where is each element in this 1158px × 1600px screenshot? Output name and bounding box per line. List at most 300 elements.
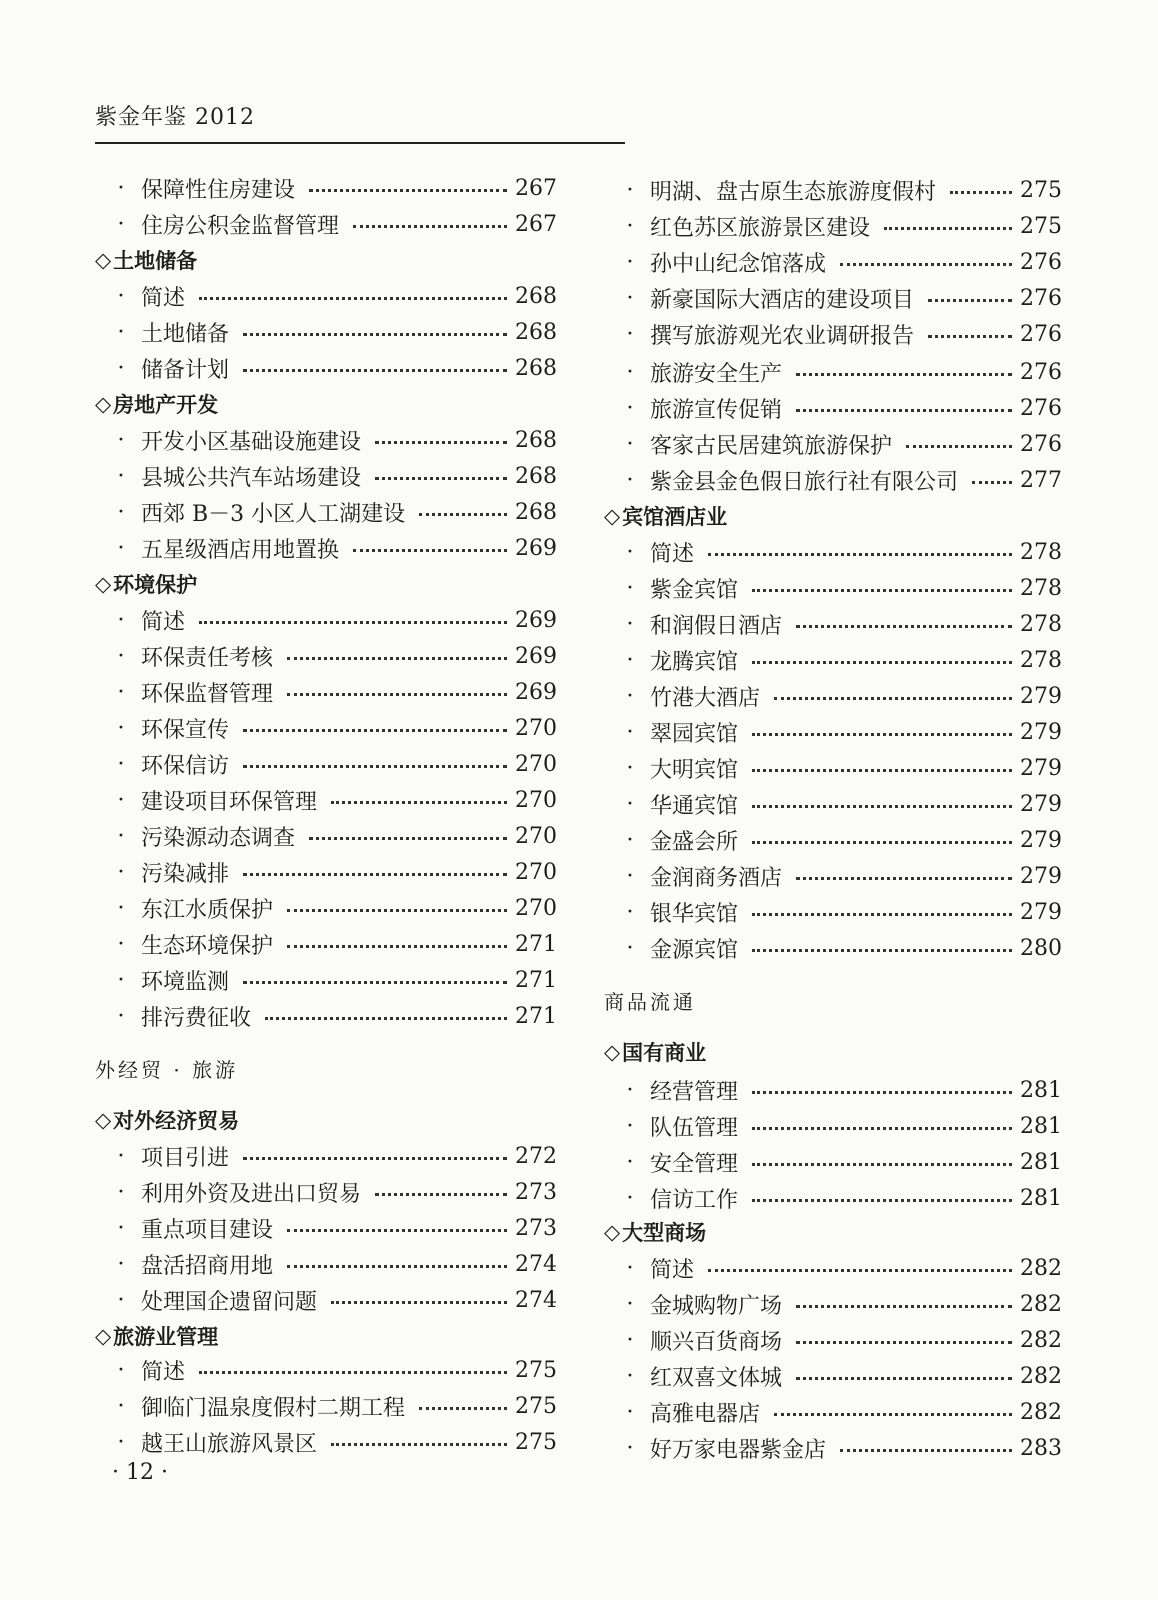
bullet-icon: ·	[626, 647, 634, 673]
dot-leader	[243, 981, 507, 984]
bullet-icon: ·	[117, 1357, 125, 1383]
entry-page-number: 279	[1020, 683, 1062, 709]
bullet-icon: ·	[626, 285, 634, 311]
bullet-icon: ·	[626, 431, 634, 457]
entry-title: 越王山旅游风景区	[141, 1431, 318, 1457]
entry-title: 撰写旅游观光农业调研报告	[650, 323, 915, 349]
bullet-icon: ·	[626, 1435, 634, 1461]
toc-entry	[604, 280, 1062, 316]
entry-page-number: 271	[515, 1003, 557, 1029]
entry-page-number: 276	[1020, 249, 1062, 275]
toc-entry	[604, 1430, 1062, 1466]
entry-title: 翠园宾馆	[650, 721, 739, 747]
entry-page-number: 276	[1020, 359, 1062, 385]
bullet-icon: ·	[626, 1185, 634, 1211]
entry-title: 紫金县金色假日旅行社有限公司	[650, 469, 959, 495]
bullet-icon: ·	[626, 791, 634, 817]
toc-section-heading	[95, 386, 557, 422]
entry-page-number: 282	[1020, 1291, 1062, 1317]
toc-entry	[95, 962, 557, 998]
toc-entry	[604, 1180, 1062, 1216]
toc-entry	[604, 1250, 1062, 1286]
dot-leader	[796, 877, 1012, 880]
dot-leader	[840, 1449, 1012, 1452]
dot-leader	[199, 1371, 507, 1374]
toc-entry	[604, 316, 1062, 352]
entry-page-number: 279	[1020, 719, 1062, 745]
entry-title: 紫金宾馆	[650, 577, 739, 603]
section-title: 环境保护	[113, 573, 198, 597]
toc-entry	[604, 930, 1062, 966]
dot-leader	[243, 333, 507, 336]
entry-title: 金盛会所	[650, 829, 739, 855]
bullet-icon: ·	[626, 249, 634, 275]
toc-entry	[95, 746, 557, 782]
bullet-icon: ·	[117, 1287, 125, 1313]
bullet-icon: ·	[626, 213, 634, 239]
toc-entry	[95, 1174, 557, 1210]
dot-leader	[287, 1229, 507, 1232]
entry-page-number: 281	[1020, 1113, 1062, 1139]
toc-category-heading: 外经贸 · 旅游	[95, 1057, 239, 1082]
diamond-icon: ◇	[95, 1108, 112, 1132]
bullet-icon: ·	[626, 1255, 634, 1281]
section-title: 土地储备	[113, 249, 198, 273]
toc-entry	[604, 244, 1062, 280]
toc-entry	[604, 462, 1062, 498]
entry-title: 龙腾宾馆	[650, 649, 739, 675]
dot-leader	[950, 191, 1012, 194]
bullet-icon: ·	[117, 643, 125, 669]
entry-page-number: 269	[515, 607, 557, 633]
dot-leader	[331, 1443, 507, 1446]
toc-section-heading	[604, 1214, 1062, 1250]
entry-title: 环保监督管理	[141, 681, 274, 707]
entry-page-number: 276	[1020, 321, 1062, 347]
toc-entry	[95, 1138, 557, 1174]
bullet-icon: ·	[117, 535, 125, 561]
toc-entry	[95, 854, 557, 890]
bullet-icon: ·	[117, 1003, 125, 1029]
bullet-icon: ·	[626, 1149, 634, 1175]
bullet-icon: ·	[117, 427, 125, 453]
entry-page-number: 279	[1020, 899, 1062, 925]
entry-page-number: 268	[515, 319, 557, 345]
entry-page-number: 270	[515, 895, 557, 921]
toc-entry	[95, 1388, 557, 1424]
bullet-icon: ·	[117, 319, 125, 345]
bullet-icon: ·	[626, 1399, 634, 1425]
entry-page-number: 278	[1020, 539, 1062, 565]
toc-entry	[95, 422, 557, 458]
bullet-icon: ·	[117, 787, 125, 813]
entry-page-number: 268	[515, 283, 557, 309]
bullet-icon: ·	[117, 211, 125, 237]
toc-entry	[604, 1072, 1062, 1108]
entry-page-number: 271	[515, 967, 557, 993]
dot-leader	[199, 297, 507, 300]
dot-leader	[331, 801, 507, 804]
dot-leader	[752, 1127, 1012, 1130]
toc-entry	[604, 354, 1062, 390]
entry-title: 西郊 B－3 小区人工湖建设	[141, 501, 406, 527]
toc-section-heading	[95, 242, 557, 278]
toc-entry	[95, 998, 557, 1034]
entry-title: 明湖、盘古原生态旅游度假村	[650, 179, 937, 205]
dot-leader	[265, 1017, 507, 1020]
entry-page-number: 270	[515, 859, 557, 885]
toc-entry	[604, 786, 1062, 822]
bullet-icon: ·	[117, 283, 125, 309]
entry-title: 金润商务酒店	[650, 865, 783, 891]
toc-entry	[604, 858, 1062, 894]
entry-title: 顺兴百货商场	[650, 1329, 783, 1355]
entry-title: 金城购物广场	[650, 1293, 783, 1319]
entry-title: 好万家电器紫金店	[650, 1437, 827, 1463]
dot-leader	[752, 589, 1012, 592]
toc-entry	[95, 602, 557, 638]
toc-entry	[95, 926, 557, 962]
entry-title: 保障性住房建设	[141, 177, 296, 203]
diamond-icon: ◇	[95, 392, 112, 416]
entry-title: 处理国企遗留问题	[141, 1289, 318, 1315]
dot-leader	[796, 1341, 1012, 1344]
bullet-icon: ·	[626, 1113, 634, 1139]
dot-leader	[796, 409, 1012, 412]
entry-page-number: 279	[1020, 791, 1062, 817]
entry-title: 东江水质保护	[141, 897, 274, 923]
toc-entry	[95, 1246, 557, 1282]
entry-page-number: 278	[1020, 611, 1062, 637]
entry-page-number: 268	[515, 427, 557, 453]
toc-entry	[604, 426, 1062, 462]
dot-leader	[309, 837, 507, 840]
entry-title: 银华宾馆	[650, 901, 739, 927]
toc-entry	[95, 530, 557, 566]
entry-title: 经营管理	[650, 1079, 739, 1105]
toc-entry	[95, 674, 557, 710]
dot-leader	[752, 1163, 1012, 1166]
toc-entry	[95, 170, 557, 206]
diamond-icon: ◇	[604, 1220, 621, 1244]
toc-entry	[95, 890, 557, 926]
dot-leader	[972, 481, 1012, 484]
dot-leader	[840, 263, 1012, 266]
dot-leader	[928, 299, 1012, 302]
bullet-icon: ·	[117, 1179, 125, 1205]
dot-leader	[287, 945, 507, 948]
dot-leader	[796, 1305, 1012, 1308]
bullet-icon: ·	[626, 863, 634, 889]
diamond-icon: ◇	[95, 1324, 112, 1348]
toc-entry	[604, 390, 1062, 426]
entry-title: 污染减排	[141, 861, 230, 887]
bullet-icon: ·	[117, 679, 125, 705]
toc-entry	[95, 314, 557, 350]
toc-entry	[95, 638, 557, 674]
entry-page-number: 278	[1020, 575, 1062, 601]
entry-title: 简述	[650, 541, 695, 567]
dot-leader	[419, 513, 507, 516]
dot-leader	[752, 805, 1012, 808]
toc-entry	[95, 710, 557, 746]
bullet-icon: ·	[626, 575, 634, 601]
entry-title: 金源宾馆	[650, 937, 739, 963]
dot-leader	[353, 225, 507, 228]
entry-title: 盘活招商用地	[141, 1253, 274, 1279]
entry-page-number: 277	[1020, 467, 1062, 493]
toc-entry	[604, 1286, 1062, 1322]
toc-entry	[604, 714, 1062, 750]
entry-title: 华通宾馆	[650, 793, 739, 819]
entry-page-number: 279	[1020, 827, 1062, 853]
bullet-icon: ·	[626, 1077, 634, 1103]
dot-leader	[752, 1199, 1012, 1202]
toc-section-heading	[604, 498, 1062, 534]
entry-page-number: 273	[515, 1179, 557, 1205]
dot-leader	[331, 1301, 507, 1304]
dot-leader	[287, 909, 507, 912]
toc-entry	[95, 206, 557, 242]
entry-title: 简述	[141, 609, 186, 635]
dot-leader	[796, 1377, 1012, 1380]
entry-page-number: 279	[1020, 863, 1062, 889]
dot-leader	[752, 1091, 1012, 1094]
entry-page-number: 274	[515, 1287, 557, 1313]
dot-leader	[243, 765, 507, 768]
bullet-icon: ·	[117, 607, 125, 633]
entry-title: 简述	[141, 285, 186, 311]
dot-leader	[928, 335, 1012, 338]
entry-title: 客家古民居建筑旅游保护	[650, 433, 893, 459]
entry-page-number: 269	[515, 535, 557, 561]
entry-title: 简述	[650, 1257, 695, 1283]
bullet-icon: ·	[626, 359, 634, 385]
toc-entry	[95, 494, 557, 530]
entry-title: 红双喜文体城	[650, 1365, 783, 1391]
bullet-icon: ·	[117, 355, 125, 381]
entry-title: 开发小区基础设施建设	[141, 429, 362, 455]
entry-page-number: 270	[515, 823, 557, 849]
bullet-icon: ·	[117, 175, 125, 201]
entry-title: 环境监测	[141, 969, 230, 995]
dot-leader	[752, 841, 1012, 844]
dot-leader	[287, 1265, 507, 1268]
entry-page-number: 275	[1020, 213, 1062, 239]
diamond-icon: ◇	[95, 572, 112, 596]
bullet-icon: ·	[626, 1291, 634, 1317]
toc-category-heading: 商品流通	[604, 989, 696, 1014]
toc-entry	[95, 1210, 557, 1246]
toc-entry	[95, 1424, 557, 1460]
entry-title: 简述	[141, 1359, 186, 1385]
bullet-icon: ·	[117, 931, 125, 957]
bullet-icon: ·	[117, 1251, 125, 1277]
bullet-icon: ·	[117, 859, 125, 885]
entry-title: 旅游宣传促销	[650, 397, 783, 423]
toc-entry	[95, 782, 557, 818]
toc-entry	[604, 1322, 1062, 1358]
entry-page-number: 270	[515, 787, 557, 813]
entry-page-number: 278	[1020, 647, 1062, 673]
entry-title: 信访工作	[650, 1187, 739, 1213]
dot-leader	[243, 1157, 507, 1160]
dot-leader	[287, 693, 507, 696]
dot-leader	[309, 189, 507, 192]
toc-section-heading	[604, 1034, 1062, 1070]
toc-entry	[604, 1108, 1062, 1144]
entry-page-number: 271	[515, 931, 557, 957]
dot-leader	[375, 441, 507, 444]
dot-leader	[752, 769, 1012, 772]
entry-title: 高雅电器店	[650, 1401, 761, 1427]
entry-title: 生态环境保护	[141, 933, 274, 959]
dot-leader	[796, 373, 1012, 376]
entry-title: 安全管理	[650, 1151, 739, 1177]
section-title: 旅游业管理	[113, 1325, 219, 1349]
entry-page-number: 269	[515, 679, 557, 705]
page-number: · 12 ·	[112, 1460, 168, 1485]
dot-leader	[752, 949, 1012, 952]
entry-page-number: 281	[1020, 1149, 1062, 1175]
entry-title: 建设项目环保管理	[141, 789, 318, 815]
bullet-icon: ·	[626, 755, 634, 781]
toc-entry	[604, 678, 1062, 714]
section-title: 大型商场	[622, 1221, 707, 1245]
entry-page-number: 274	[515, 1251, 557, 1277]
dot-leader	[375, 477, 507, 480]
bullet-icon: ·	[626, 935, 634, 961]
entry-page-number: 283	[1020, 1435, 1062, 1461]
entry-page-number: 268	[515, 463, 557, 489]
entry-title: 县城公共汽车站场建设	[141, 465, 362, 491]
bullet-icon: ·	[626, 611, 634, 637]
toc-entry	[95, 278, 557, 314]
toc-section-heading	[95, 566, 557, 602]
toc-entry	[604, 208, 1062, 244]
entry-title: 储备计划	[141, 357, 230, 383]
running-header: 紫金年鉴 2012	[95, 105, 255, 130]
entry-title: 排污费征收	[141, 1005, 252, 1031]
bullet-icon: ·	[626, 177, 634, 203]
dot-leader	[199, 621, 507, 624]
entry-title: 住房公积金监督管理	[141, 213, 340, 239]
entry-page-number: 282	[1020, 1399, 1062, 1425]
dot-leader	[708, 1269, 1012, 1272]
dot-leader	[774, 1413, 1012, 1416]
entry-title: 利用外资及进出口贸易	[141, 1181, 362, 1207]
bullet-icon: ·	[626, 467, 634, 493]
entry-title: 重点项目建设	[141, 1217, 274, 1243]
diamond-icon: ◇	[604, 1040, 621, 1064]
entry-page-number: 275	[515, 1357, 557, 1383]
entry-page-number: 282	[1020, 1255, 1062, 1281]
entry-page-number: 275	[515, 1429, 557, 1455]
entry-page-number: 269	[515, 643, 557, 669]
toc-section-heading	[95, 1102, 557, 1138]
bullet-icon: ·	[117, 463, 125, 489]
dot-leader	[375, 1193, 507, 1196]
bullet-icon: ·	[626, 395, 634, 421]
entry-title: 污染源动态调查	[141, 825, 296, 851]
entry-title: 孙中山纪念馆落成	[650, 251, 827, 277]
entry-title: 和润假日酒店	[650, 613, 783, 639]
entry-title: 队伍管理	[650, 1115, 739, 1141]
toc-entry	[95, 1282, 557, 1318]
section-title: 宾馆酒店业	[622, 505, 728, 529]
dot-leader	[796, 625, 1012, 628]
bullet-icon: ·	[117, 1429, 125, 1455]
toc-entry	[604, 172, 1062, 208]
entry-title: 新豪国际大酒店的建设项目	[650, 287, 915, 313]
entry-page-number: 267	[515, 175, 557, 201]
dot-leader	[243, 369, 507, 372]
bullet-icon: ·	[117, 1143, 125, 1169]
dot-leader	[243, 873, 507, 876]
toc-entry	[604, 642, 1062, 678]
entry-page-number: 270	[515, 751, 557, 777]
entry-page-number: 281	[1020, 1185, 1062, 1211]
bullet-icon: ·	[117, 967, 125, 993]
entry-page-number: 276	[1020, 395, 1062, 421]
bullet-icon: ·	[117, 823, 125, 849]
toc-entry	[604, 1394, 1062, 1430]
entry-title: 环保宣传	[141, 717, 230, 743]
section-title: 国有商业	[622, 1041, 707, 1065]
section-title: 房地产开发	[113, 393, 219, 417]
toc-entry	[604, 894, 1062, 930]
entry-title: 土地储备	[141, 321, 230, 347]
bullet-icon: ·	[626, 539, 634, 565]
entry-page-number: 272	[515, 1143, 557, 1169]
entry-page-number: 268	[515, 355, 557, 381]
entry-page-number: 268	[515, 499, 557, 525]
toc-entry	[604, 1144, 1062, 1180]
bullet-icon: ·	[626, 827, 634, 853]
bullet-icon: ·	[626, 321, 634, 347]
entry-page-number: 282	[1020, 1363, 1062, 1389]
toc-entry	[604, 606, 1062, 642]
toc-section-heading	[95, 1318, 557, 1354]
dot-leader	[243, 729, 507, 732]
dot-leader	[708, 553, 1012, 556]
entry-title: 竹港大酒店	[650, 685, 761, 711]
bullet-icon: ·	[626, 899, 634, 925]
bullet-icon: ·	[117, 499, 125, 525]
toc-entry	[95, 350, 557, 386]
entry-page-number: 267	[515, 211, 557, 237]
section-title: 对外经济贸易	[113, 1109, 240, 1133]
bullet-icon: ·	[117, 751, 125, 777]
dot-leader	[419, 1407, 507, 1410]
entry-page-number: 280	[1020, 935, 1062, 961]
dot-leader	[752, 733, 1012, 736]
dot-leader	[884, 227, 1012, 230]
entry-page-number: 279	[1020, 755, 1062, 781]
entry-page-number: 275	[515, 1393, 557, 1419]
dot-leader	[906, 445, 1012, 448]
entry-page-number: 282	[1020, 1327, 1062, 1353]
toc-entry	[604, 750, 1062, 786]
entry-title: 御临门温泉度假村二期工程	[141, 1395, 406, 1421]
entry-page-number: 281	[1020, 1077, 1062, 1103]
toc-entry	[604, 570, 1062, 606]
toc-entry	[604, 1358, 1062, 1394]
toc-entry	[95, 818, 557, 854]
toc-entry	[604, 534, 1062, 570]
bullet-icon: ·	[117, 715, 125, 741]
bullet-icon: ·	[117, 1215, 125, 1241]
